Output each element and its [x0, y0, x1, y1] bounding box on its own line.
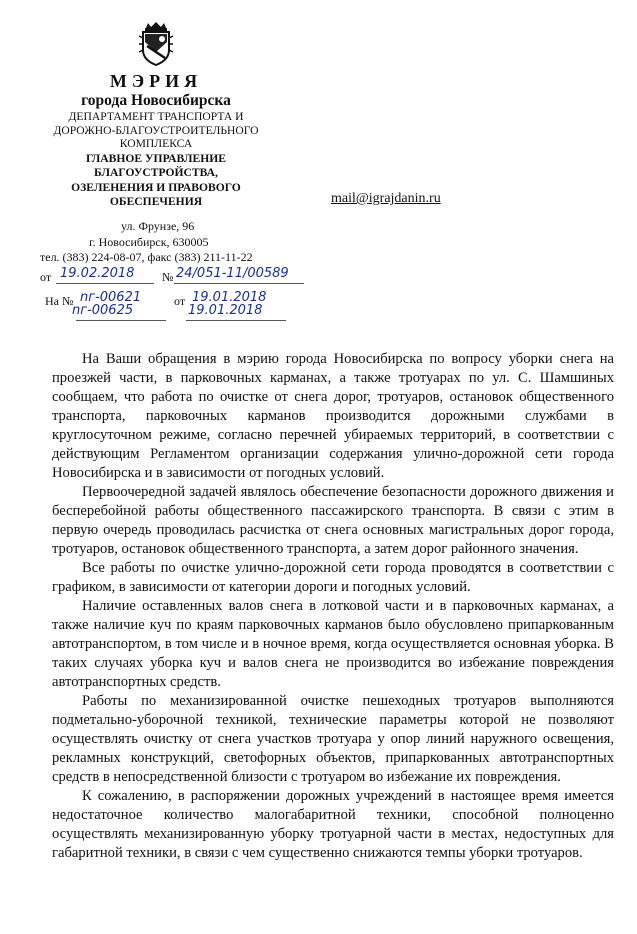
department-line-2: ДОРОЖНО-БЛАГОУСТРОИТЕЛЬНОГО — [53, 123, 259, 137]
reference-number-1: nг-00621 — [80, 290, 142, 305]
directorate-line-3: ОЗЕЛЕНЕНИЯ И ПРАВОВОГО — [71, 180, 241, 194]
outgoing-number: 24/051-11/00589 — [176, 266, 289, 281]
reference-date-2: 19.01.2018 — [188, 303, 263, 318]
recipient-email[interactable]: mail@igrajdanin.ru — [331, 191, 441, 206]
department-line-1: ДЕПАРТАМЕНТ ТРАНСПОРТА И — [68, 110, 244, 123]
reference-label: На № — [45, 294, 74, 308]
paragraph-6: К сожалению, в распоряжении дорожных учреждений в настоящее время имеется недостаточное количество малогабаритной техники, способной полноценно осуществлять механизированную уборку тротуарной части в местах, недоступных для габаритной техники, в связи с чем существенно снижаются темпы уборки тротуаров. — [52, 788, 614, 861]
reference-date-underline — [186, 320, 286, 321]
address-phones: тел. (383) 224-08-07, факс (383) 211-11-22 — [40, 250, 253, 264]
number-underline — [174, 283, 304, 284]
reference-underline — [76, 320, 166, 321]
paragraph-2: Первоочередной задачей являлось обеспечение безопасности дорожного движения и бесперебойной работы общественного пассажирского транспорта. В связи с этим в первую очередь проводилась расчистка от снега основных магистральных дорог города, тротуаров, остановок общественного транспорта, а затем дорог районного значения. — [52, 484, 614, 557]
paragraph-3: Все работы по очистке улично-дорожной сети города проводятся в соответствии с графиком, в зависимости от категории дороги и погодных условий. — [52, 560, 614, 595]
outgoing-date: 19.02.2018 — [60, 266, 135, 281]
city-title: города Новосибирска — [81, 92, 231, 109]
date-underline — [56, 283, 154, 284]
address-city: г. Новосибирск, 630005 — [89, 234, 209, 249]
letter-body — [52, 350, 614, 863]
address-street: ул. Фрунзе, 96 — [121, 219, 195, 233]
sender-address — [36, 219, 296, 266]
department-line-3: КОМПЛЕКСА — [119, 137, 193, 150]
number-label: № — [162, 270, 174, 284]
mayoralty-title: МЭРИЯ — [109, 71, 203, 91]
paragraph-5: Работы по механизированной очистке пешеходных тротуаров выполняются подметально-уборочной техникой, технические параметры которой не позволяют осуществлять очистку от снега участков тротуара у опор линий наружного освещения, рекламных конструкций, светофорных объектов, припаркованных автотранспортных средств в непосредственной близости с тротуаром во избежание их повреждения. — [52, 693, 614, 785]
directorate-line-1: ГЛАВНОЕ УПРАВЛЕНИЕ — [86, 151, 226, 165]
letterhead-organization — [36, 70, 276, 209]
reference-number-2: nг-00625 — [72, 303, 134, 318]
directorate-line-2: БЛАГОУСТРОЙСТВА, — [94, 166, 218, 179]
reference-date-1: 19.01.2018 — [192, 290, 267, 305]
reference-from-label: от — [174, 294, 186, 308]
from-label: от — [40, 270, 52, 284]
directorate-line-4: ОБЕСПЕЧЕНИЯ — [109, 195, 203, 208]
novosibirsk-coat-of-arms-icon — [138, 22, 174, 66]
paragraph-4: Наличие оставленных валов снега в лотковой части и в парковочных карманах, а также наличие куч по краям парковочных карманов было обусловлено припаркованным автотранспортом, в том числе и в ночное время, когда осуществляется основная уборка. В таких случаях уборка куч и валов снега не производится во избежание повреждения автотранспортных средств. — [52, 598, 614, 690]
paragraph-1: На Ваши обращения в мэрию города Новосибирска по вопросу уборки снега на проезжей части, в парковочных карманах, а также тротуарах по ул. С. Шамшиных сообщаем, что работа по очистке от снега дорог, тротуаров, остановок общественного транспорта, парковочных карманов производится дорожными службами в круглосуточном режиме, согласно перечней убираемых территорий, в соответствии с действующим Регламентом организации содержания улично-дорожной сети города Новосибирска и в зависимости от погодных условий. — [52, 351, 614, 481]
